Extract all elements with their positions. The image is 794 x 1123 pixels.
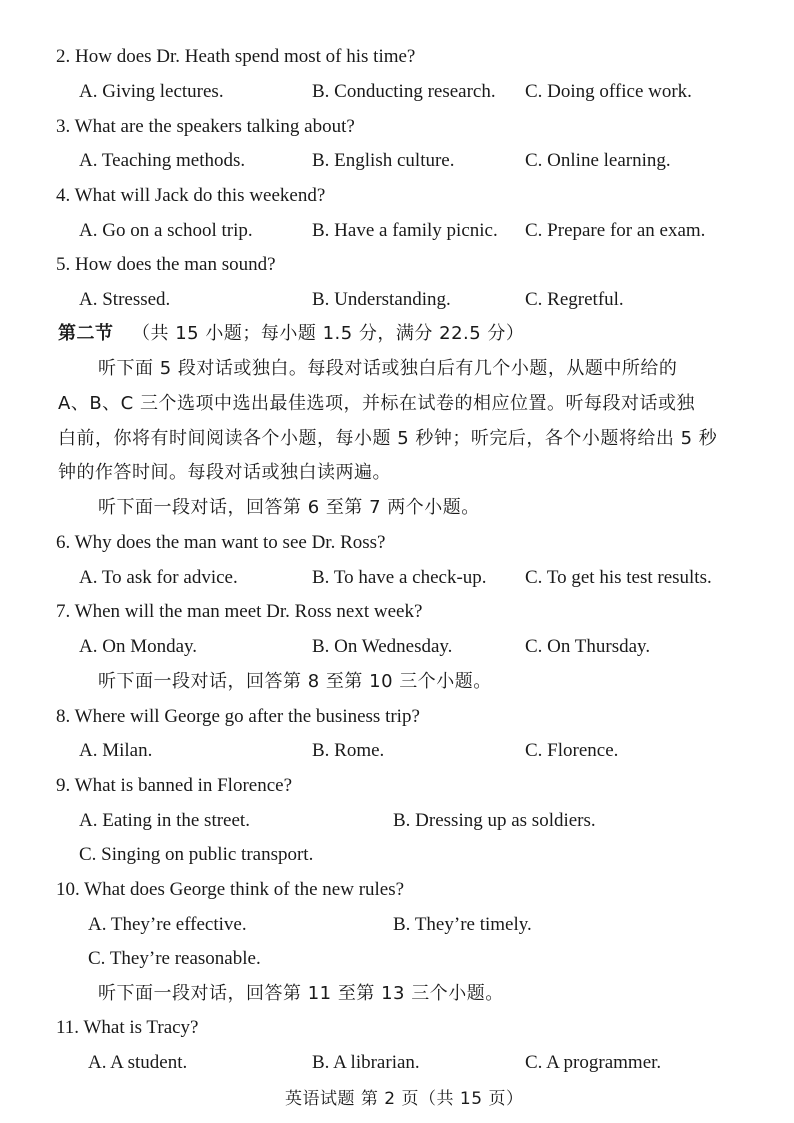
question-10-option-c: C. They’re reasonable. bbox=[88, 948, 261, 969]
question-2-stem: 2. How does Dr. Heath spend most of his time? bbox=[56, 46, 416, 67]
direction-q11-13: 听下面一段对话，回答第 11 至第 13 三个小题。 bbox=[98, 983, 504, 1004]
question-7-option-b: B. On Wednesday. bbox=[312, 636, 453, 657]
question-6-option-c: C. To get his test results. bbox=[525, 567, 712, 588]
question-7-stem: 7. When will the man meet Dr. Ross next week? bbox=[56, 601, 423, 622]
question-4-option-b: B. Have a family picnic. bbox=[312, 220, 498, 241]
instruction-line-2: A、B、C 三个选项中选出最佳选项，并标在试卷的相应位置。听每段对话或独 bbox=[58, 393, 695, 414]
question-9-stem: 9. What is banned in Florence? bbox=[56, 775, 293, 796]
question-11-option-b: B. A librarian. bbox=[312, 1052, 420, 1073]
question-7-option-c: C. On Thursday. bbox=[525, 636, 651, 657]
question-5-option-a: A. Stressed. bbox=[79, 289, 171, 310]
question-3-option-b: B. English culture. bbox=[312, 150, 455, 171]
question-6-option-a: A. To ask for advice. bbox=[79, 567, 238, 588]
question-11-stem: 11. What is Tracy? bbox=[56, 1017, 199, 1038]
question-5-stem: 5. How does the man sound? bbox=[56, 254, 276, 275]
question-3-option-a: A. Teaching methods. bbox=[79, 150, 246, 171]
question-6-stem: 6. Why does the man want to see Dr. Ross? bbox=[56, 532, 386, 553]
direction-q8-10: 听下面一段对话，回答第 8 至第 10 三个小题。 bbox=[98, 671, 492, 692]
question-5-option-c: C. Regretful. bbox=[525, 289, 624, 310]
question-4-stem: 4. What will Jack do this weekend? bbox=[56, 185, 326, 206]
question-2-option-c: C. Doing office work. bbox=[525, 81, 692, 102]
question-7-option-a: A. On Monday. bbox=[79, 636, 198, 657]
question-8-stem: 8. Where will George go after the business trip? bbox=[56, 706, 420, 727]
question-11-option-c: C. A programmer. bbox=[525, 1052, 662, 1073]
question-10-option-b: B. They’re timely. bbox=[393, 914, 532, 935]
question-8-option-c: C. Florence. bbox=[525, 740, 619, 761]
question-10-stem: 10. What does George think of the new rules? bbox=[56, 879, 405, 900]
question-11-option-a: A. A student. bbox=[88, 1052, 188, 1073]
question-4-option-a: A. Go on a school trip. bbox=[79, 220, 253, 241]
question-2-option-b: B. Conducting research. bbox=[312, 81, 496, 102]
section-scoring: （共 15 小题；每小题 1.5 分，满分 22.5 分） bbox=[132, 323, 525, 344]
question-8-option-b: B. Rome. bbox=[312, 740, 385, 761]
question-4-option-c: C. Prepare for an exam. bbox=[525, 220, 706, 241]
question-3-stem: 3. What are the speakers talking about? bbox=[56, 116, 355, 137]
question-10-option-a: A. They’re effective. bbox=[88, 914, 247, 935]
direction-q6-7: 听下面一段对话，回答第 6 至第 7 两个小题。 bbox=[98, 497, 480, 518]
question-9-option-b: B. Dressing up as soldiers. bbox=[393, 810, 596, 831]
section-heading: 第二节 bbox=[58, 323, 114, 344]
page-footer: 英语试题 第 2 页（共 15 页） bbox=[285, 1089, 524, 1109]
instruction-line-3: 白前，你将有时间阅读各个小题，每小题 5 秒钟；听完后，各个小题将给出 5 秒 bbox=[58, 428, 718, 449]
instruction-line-1: 听下面 5 段对话或独白。每段对话或独白后有几个小题，从题中所给的 bbox=[98, 358, 678, 379]
instruction-line-4: 钟的作答时间。每段对话或独白读两遍。 bbox=[58, 462, 391, 483]
question-2-option-a: A. Giving lectures. bbox=[79, 81, 224, 102]
question-9-option-c: C. Singing on public transport. bbox=[79, 844, 314, 865]
question-9-option-a: A. Eating in the street. bbox=[79, 810, 250, 831]
question-8-option-a: A. Milan. bbox=[79, 740, 153, 761]
question-5-option-b: B. Understanding. bbox=[312, 289, 451, 310]
question-6-option-b: B. To have a check-up. bbox=[312, 567, 487, 588]
question-3-option-c: C. Online learning. bbox=[525, 150, 671, 171]
